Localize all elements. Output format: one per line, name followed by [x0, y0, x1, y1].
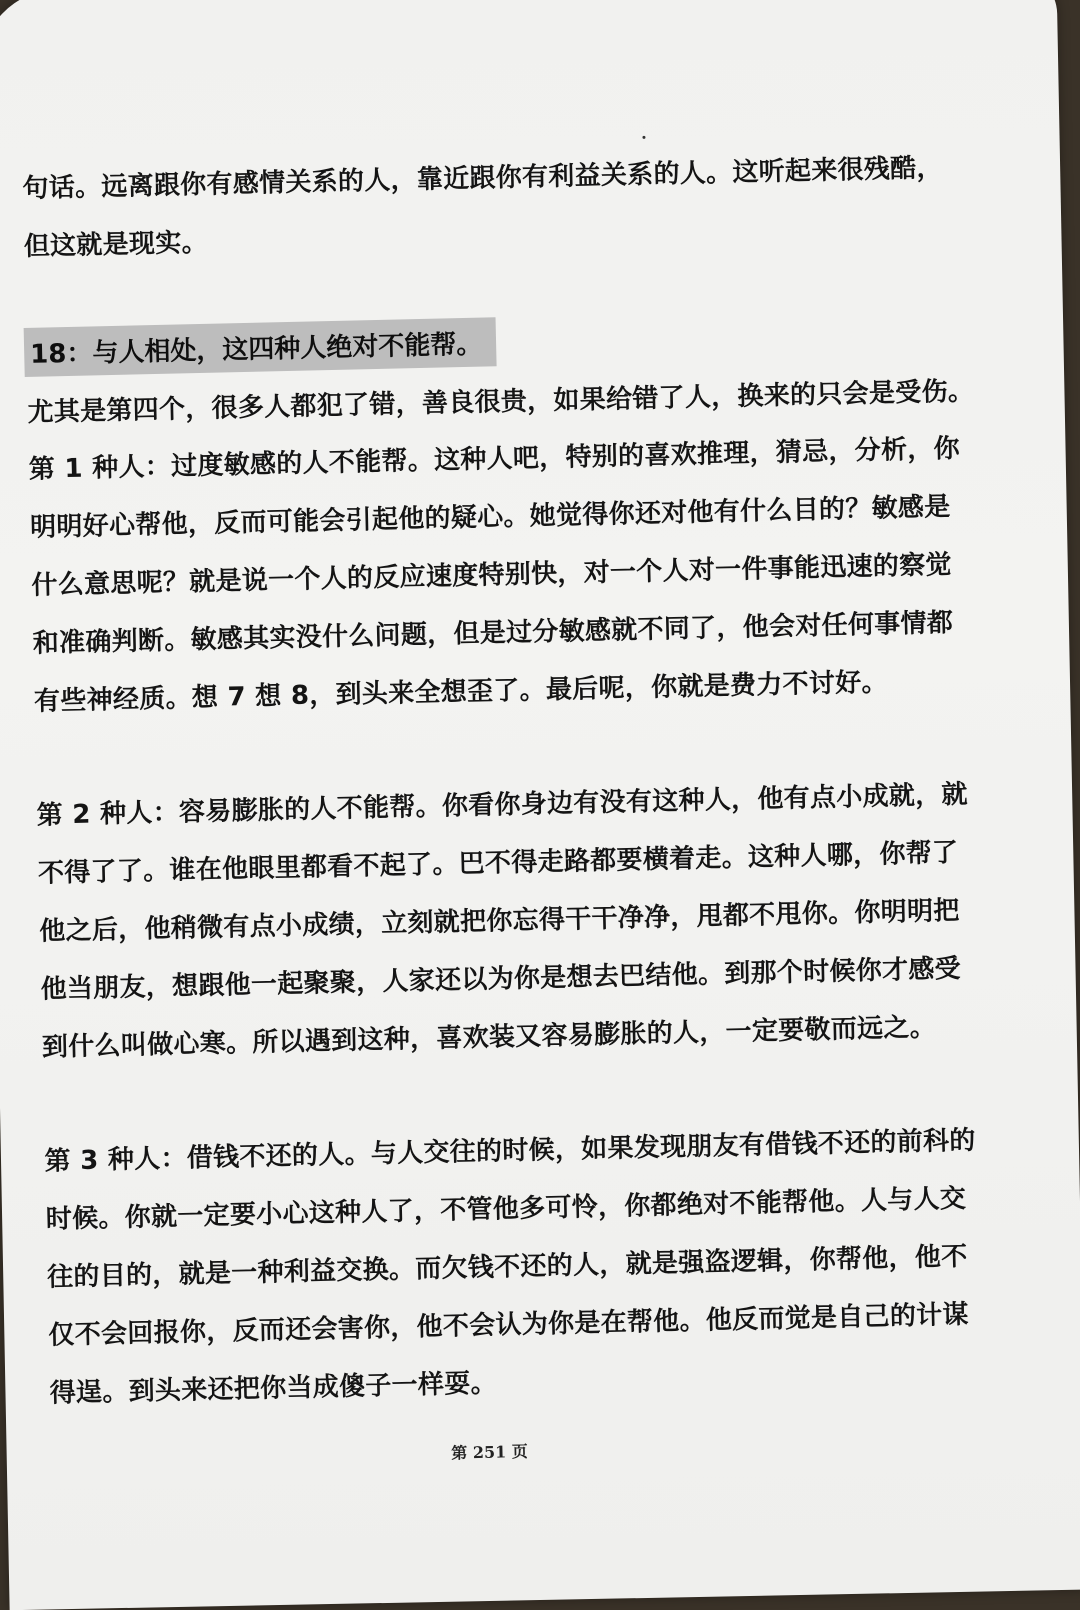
type3-line-5: 得逞。到头来还把你当成傻子一样耍。 [49, 1368, 498, 1409]
type3-line-2: 时候。你就一定要小心这种人了，不管他多可怜，你都绝对不能帮他。人与人交 [45, 1183, 967, 1235]
page-number: 第 251 页 [451, 1441, 529, 1463]
type2-line-1: 第 2 种人：容易膨胀的人不能帮。你看你身边有没有这种人，他有点小成就，就 [36, 779, 969, 831]
type2-line-3: 他之后，他稍微有点小成绩，立刻就把你忘得干干净净，甩都不甩你。你明明把 [38, 895, 960, 947]
type2-line-5: 到什么叫做心寒。所以遇到这种，喜欢装又容易膨胀的人，一定要敬而远之。 [41, 1012, 937, 1063]
type3-line-1: 第 3 种人：借钱不还的人。与人交往的时候，如果发现朋友有借钱不还的前科的 [44, 1125, 976, 1177]
section-heading: 18：与人相处，这四种人绝对不能帮。 [24, 317, 497, 377]
type3-line-3: 往的目的，就是一种利益交换。而欠钱不还的人，就是强盗逻辑，你帮他，他不 [46, 1241, 968, 1293]
type1-line-2: 明明好心帮他，反而可能会引起他的疑心。她觉得你还对他有什么目的？敏感是 [29, 492, 951, 543]
type3-line-4: 仅不会回报你，反而还会害你，他不会认为你是在帮他。他反而觉是自己的计谋 [48, 1299, 970, 1351]
intro-line-1: 句话。远离跟你有感情关系的人，靠近跟你有利益关系的人。这听起来很残酷， [22, 153, 944, 204]
ink-speck [642, 136, 645, 139]
type1-line-3: 什么意思呢？就是说一个人的反应速度特别快，对一个人对一件事能迅速的察觉 [31, 550, 953, 601]
type2-line-4: 他当朋友，想跟他一起聚聚，人家还以为你是想去巴结他。到那个时候你才感受 [40, 953, 962, 1005]
section-lead: 尤其是第四个，很多人都犯了错，善良很贵，如果给错了人，换来的只会是受伤。 [27, 376, 975, 428]
type1-line-5: 有些神经质。想 7 想 8，到头来全想歪了。最后呢，你就是费力不讨好。 [33, 667, 889, 717]
type2-line-2: 不得了了。谁在他眼里都看不起了。巴不得走路都要横着走。这种人哪，你帮了 [37, 837, 959, 889]
type1-line-1: 第 1 种人：过度敏感的人不能帮。这种人吧，特别的喜欢推理，猜忌，分析，你 [28, 433, 961, 485]
type1-line-4: 和准确判断。敏感其实没什么问题，但是过分敏感就不同了，他会对任何事情都 [32, 608, 954, 659]
intro-line-2: 但这就是现实。 [23, 227, 209, 262]
